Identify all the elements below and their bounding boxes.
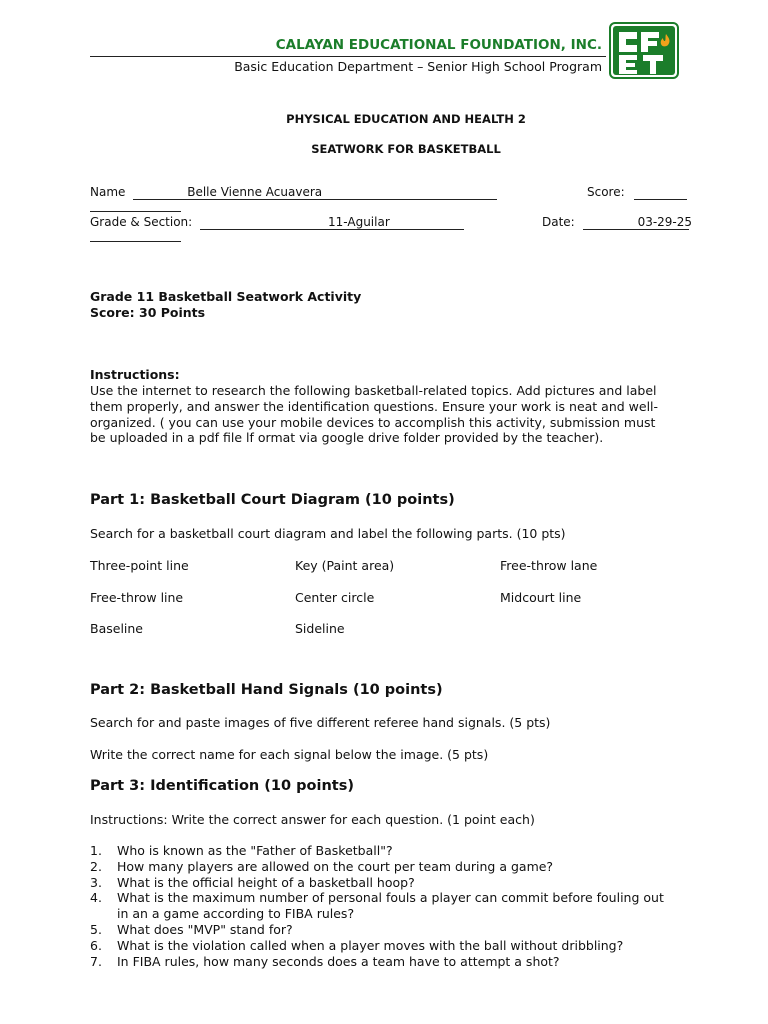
score-label: Score: <box>587 185 625 199</box>
activity-info-title: Grade 11 Basketball Seatwork Activity <box>90 289 362 304</box>
court-part-item: Center circle <box>295 590 375 605</box>
name-label: Name <box>90 185 126 199</box>
part3-description: Instructions: Write the correct answer for each question. (1 point each) <box>90 812 535 827</box>
question-number: 2. <box>90 858 102 874</box>
date-row <box>542 215 693 230</box>
part1-description: Search for a basketball court diagram and label the following parts. (10 pts) <box>90 526 566 541</box>
grade-row <box>90 215 464 230</box>
name-value: Belle Vienne Acuavera <box>187 185 323 199</box>
court-part-item: Midcourt line <box>500 590 582 605</box>
grade-value: 11-Aguilar <box>328 215 390 229</box>
question-text: In FIBA rules, how many seconds does a team have to attempt a shot? <box>117 953 560 969</box>
date-label: Date: <box>542 215 575 229</box>
court-part-item: Three-point line <box>90 558 189 573</box>
date-field[interactable] <box>583 215 693 230</box>
list-item <box>90 954 670 970</box>
date-value: 03-29-25 <box>637 215 693 229</box>
activity-info-score: Score: 30 Points <box>90 305 206 320</box>
list-item <box>90 859 670 875</box>
part3-heading: Part 3: Identification (10 points) <box>90 778 354 794</box>
question-text: What is the maximum number of personal fouls a player can commit before fouling out in an a game according to FIBA rules? <box>117 890 664 922</box>
question-number: 3. <box>90 874 102 890</box>
question-number: 4. <box>90 890 102 906</box>
subject-title: PHYSICAL EDUCATION AND HEALTH 2 <box>286 112 526 126</box>
score-row <box>587 185 687 200</box>
question-text: What is the official height of a basketball hoop? <box>117 874 415 890</box>
court-part-item: Free-throw lane <box>500 558 598 573</box>
department-name: Basic Education Department – Senior High School Program <box>234 59 602 74</box>
question-number: 6. <box>90 937 102 953</box>
part1-heading: Part 1: Basketball Court Diagram (10 points) <box>90 492 455 508</box>
score-field[interactable] <box>634 185 687 200</box>
question-text: What is the violation called when a player moves with the ball without dribbling? <box>117 937 624 953</box>
grade-label: Grade & Section: <box>90 215 193 229</box>
identification-question-list <box>90 843 670 969</box>
list-item <box>90 938 670 954</box>
grade-field[interactable] <box>200 215 464 230</box>
question-number: 1. <box>90 843 102 858</box>
question-number: 7. <box>90 953 102 969</box>
activity-title: SEATWORK FOR BASKETBALL <box>311 142 501 156</box>
part2-heading: Part 2: Basketball Hand Signals (10 points) <box>90 682 443 698</box>
question-text: How many players are allowed on the court per team during a game? <box>117 858 554 874</box>
instructions-body: Use the internet to research the following basketball-related topics. Add pictures and label them properly, and answer the identification questions. Ensure your work is neat and well-organized. ( you can use your mobile devices to accomplish this activity, submission must be uploaded in a pdf file lf ormat via google drive folder provided by the teacher). <box>90 383 659 446</box>
list-item <box>90 922 670 938</box>
cefi-logo-icon <box>609 22 679 79</box>
court-part-item: Baseline <box>90 621 143 636</box>
question-text: What does "MVP" stand for? <box>117 921 293 937</box>
list-item <box>90 890 670 922</box>
name-row <box>90 185 497 200</box>
court-part-item: Sideline <box>295 621 345 636</box>
list-item <box>90 843 670 859</box>
part2-description-names: Write the correct name for each signal below the image. (5 pts) <box>90 747 489 762</box>
question-text: Who is known as the "Father of Basketball"? <box>117 843 393 858</box>
list-item <box>90 875 670 891</box>
org-name: CALAYAN EDUCATIONAL FOUNDATION, INC. <box>275 37 602 53</box>
court-part-item: Key (Paint area) <box>295 558 395 573</box>
score-field-continuation <box>90 211 181 212</box>
question-number: 5. <box>90 921 102 937</box>
date-field-continuation <box>90 241 181 242</box>
part2-description-images: Search for and paste images of five different referee hand signals. (5 pts) <box>90 715 551 730</box>
header-rule <box>90 56 606 57</box>
name-field[interactable] <box>133 185 497 200</box>
instructions-heading: Instructions: <box>90 367 180 382</box>
court-part-item: Free-throw line <box>90 590 184 605</box>
